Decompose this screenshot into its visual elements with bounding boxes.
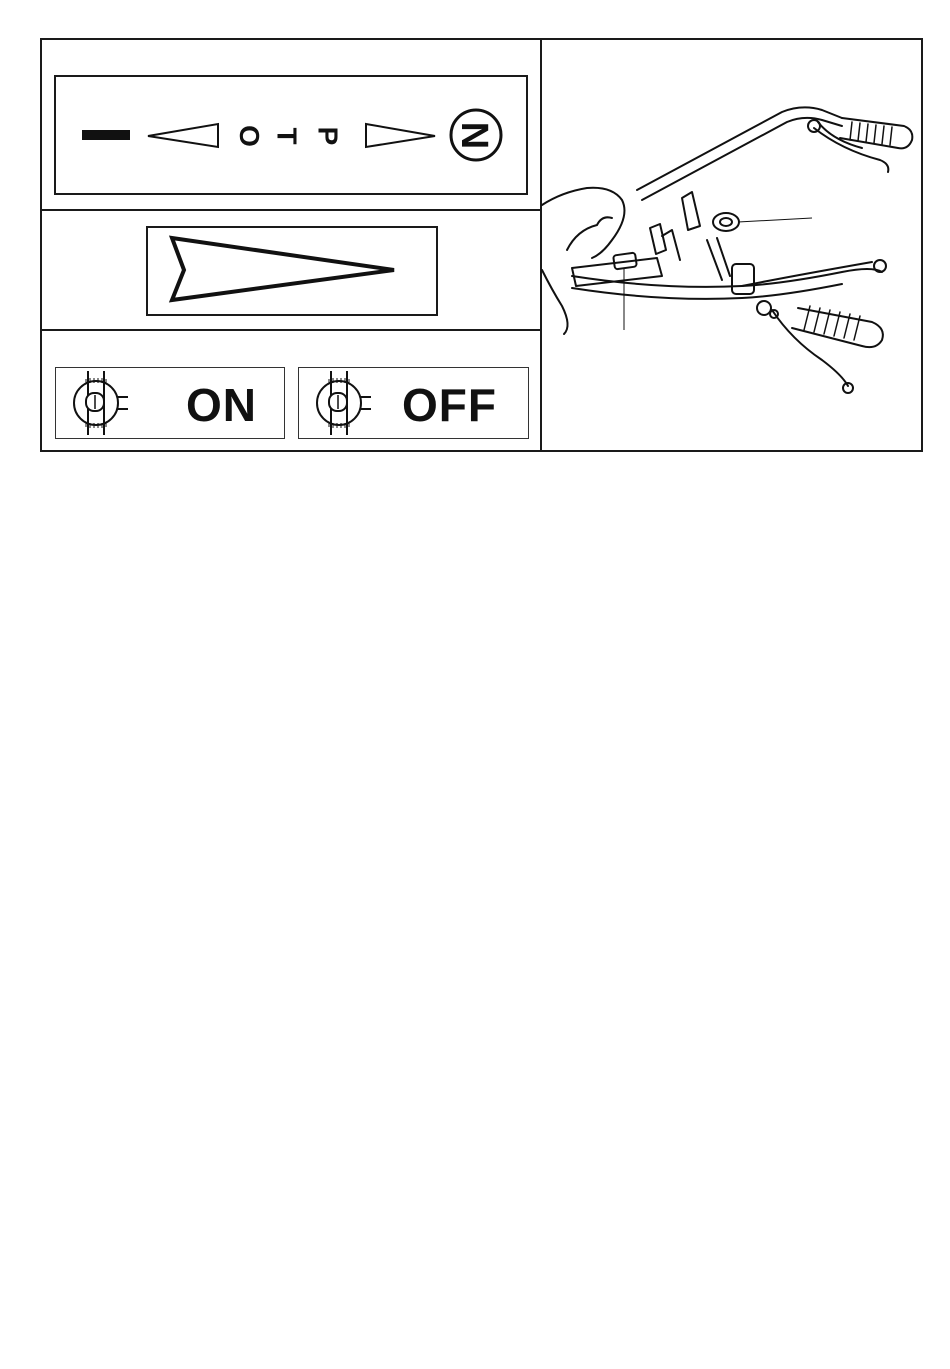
on-label: ON — [186, 379, 257, 431]
reverse-bar-icon — [82, 130, 130, 140]
right-arrow-icon — [363, 121, 443, 151]
headlight-icon — [66, 369, 136, 439]
divider-2 — [40, 329, 542, 331]
divider-1 — [40, 209, 542, 211]
neutral-letter: N — [453, 121, 496, 150]
pto-letter-t: T — [271, 127, 303, 145]
left-arrow-icon — [146, 121, 226, 151]
pto-letter-p: P — [312, 126, 344, 146]
pto-letter-o: O — [233, 125, 265, 147]
leader-line-knob — [738, 218, 812, 222]
pto-label — [232, 116, 350, 156]
handlebar-illustration — [542, 40, 922, 450]
direction-arrow-icon — [166, 232, 406, 312]
headlight-icon — [309, 369, 379, 439]
off-label: OFF — [402, 379, 497, 431]
